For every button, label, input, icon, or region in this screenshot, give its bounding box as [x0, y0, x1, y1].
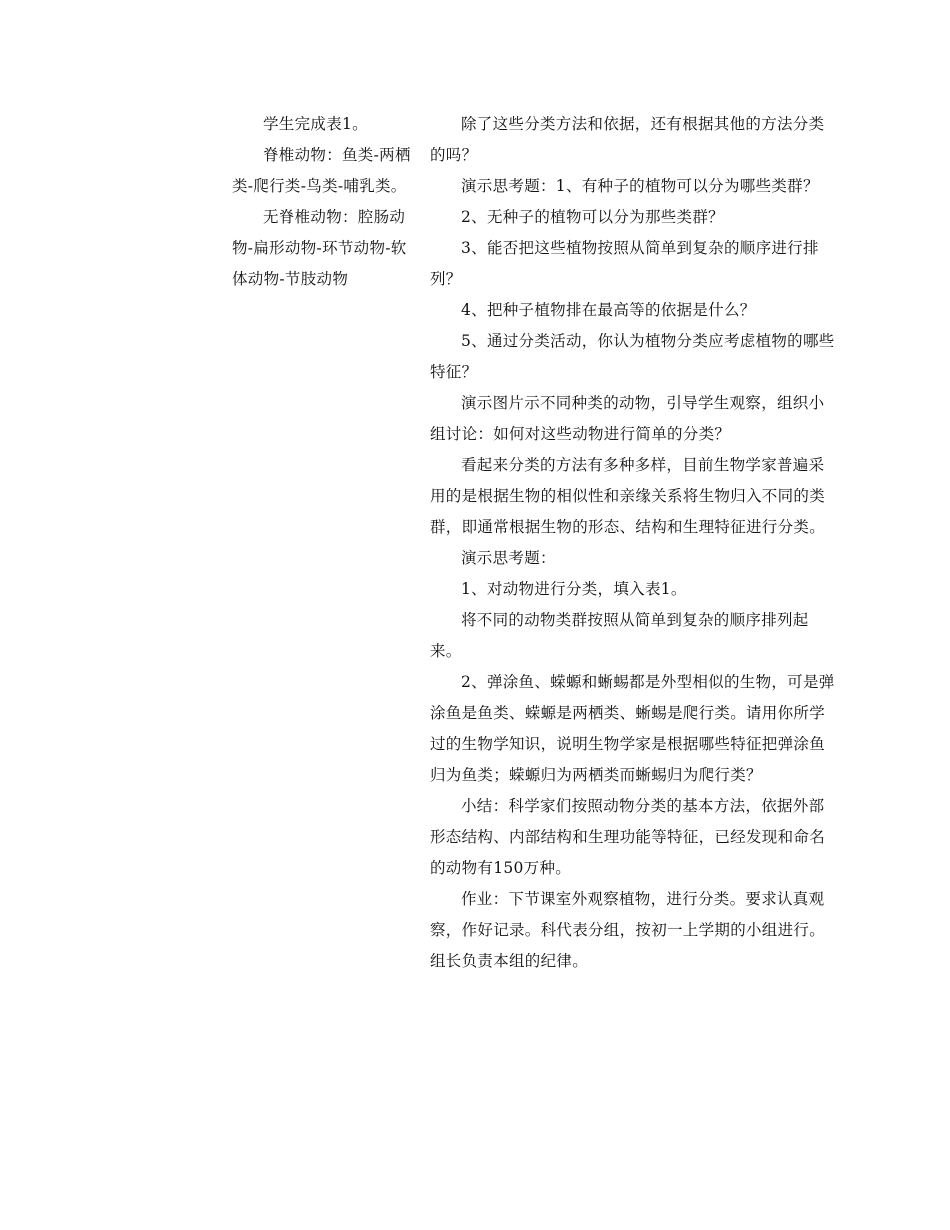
right-paragraph-10: 1、对动物进行分类，填入表1。: [461, 580, 687, 598]
right-paragraph-9: 演示思考题：: [461, 549, 556, 567]
right-paragraph-4: 3、能否把这些植物按照从简单到复杂的顺序进行排列？: [430, 239, 819, 288]
right-paragraph-13: 小结：科学家们按照动物分类的基本方法，依据外部形态结构、内部结构和生理功能等特征，已经发现和命名的动物有150万种。: [430, 797, 826, 877]
left-column: [232, 109, 422, 295]
right-paragraph-12: 2、弹涂鱼、蝾螈和蜥蜴都是外型相似的生物，可是弹涂鱼是鱼类、蝾螈是两栖类、蜥蜴是爬行类。请用你所学过的生物学知识，说明生物学家是根据哪些特征把弹涂鱼归为鱼类；蝾螈归为两栖类而蜥蜴归为爬行类？: [430, 673, 835, 784]
left-paragraph-1: 学生完成表1。: [263, 115, 368, 133]
right-paragraph-11: 将不同的动物类群按照从简单到复杂的顺序排列起来。: [430, 611, 809, 660]
right-paragraph-5: 4、把种子植物排在最高等的依据是什么？: [461, 301, 756, 319]
right-paragraph-6: 5、通过分类活动，你认为植物分类应考虑植物的哪些特征？: [430, 332, 835, 381]
right-paragraph-7: 演示图片示不同种类的动物，引导学生观察，组织小组讨论：如何对这些动物进行简单的分类？: [430, 394, 825, 443]
right-paragraph-2: 演示思考题：1、有种子的植物可以分为哪些类群？: [461, 177, 819, 195]
left-paragraph-3: 无脊椎动物：腔肠动物-扁形动物-环节动物-软体动物-节肢动物: [232, 208, 407, 288]
right-paragraph-1: 除了这些分类方法和依据，还有根据其他的方法分类的吗？: [430, 115, 825, 164]
right-column: [430, 109, 835, 977]
left-paragraph-2: 脊椎动物：鱼类-两栖类-爬行类-鸟类-哺乳类。: [232, 146, 411, 195]
right-paragraph-8: 看起来分类的方法有多种多样，目前生物学家普遍采用的是根据生物的相似性和亲缘关系将生物归入不同的类群，即通常根据生物的形态、结构和生理特征进行分类。: [430, 456, 826, 536]
right-paragraph-14: 作业：下节课室外观察植物，进行分类。要求认真观察，作好记录。科代表分组，按初一上学期的小组进行。组长负责本组的纪律。: [430, 890, 826, 970]
right-paragraph-3: 2、无种子的植物可以分为那些类群？: [461, 208, 724, 226]
